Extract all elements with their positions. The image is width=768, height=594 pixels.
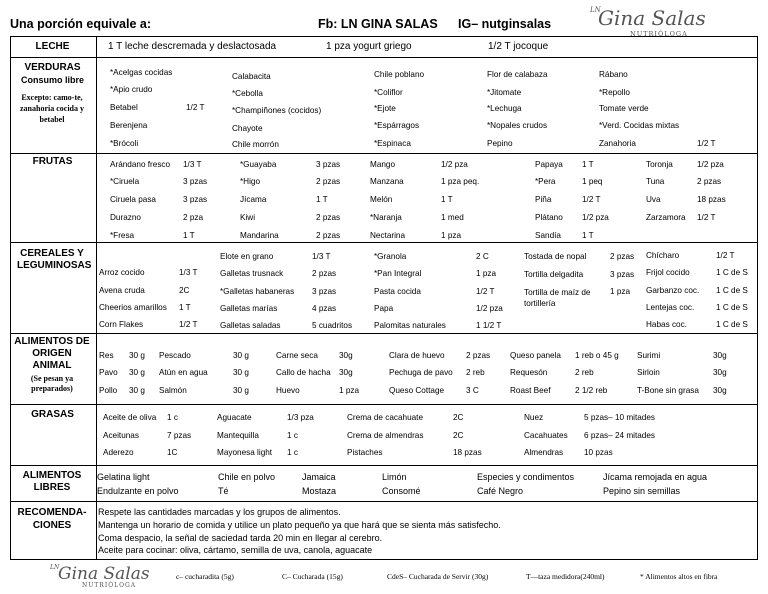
fruta-qty: 1 pza bbox=[441, 231, 462, 240]
verdura-item: Rábano bbox=[599, 70, 628, 79]
fruta-qty: 1/2 pza bbox=[441, 160, 468, 169]
fruta-name: *Fresa bbox=[110, 231, 135, 240]
verdura-item: *Verd. Cocidas mixtas bbox=[599, 121, 680, 130]
animal-name: Huevo bbox=[276, 386, 300, 395]
cereal-name: *Granola bbox=[374, 252, 407, 261]
row-divider bbox=[11, 333, 757, 334]
animal-name: Salmón bbox=[159, 386, 187, 395]
leche-item: 1/2 T jocoque bbox=[488, 41, 549, 52]
cereal-name: Galletas saladas bbox=[220, 321, 281, 330]
recommendation-line: Aceite para cocinar: oliva, cártamo, semilla de uva, canola, aguacate bbox=[98, 545, 373, 556]
cereal-qty: 1 pza bbox=[610, 287, 631, 296]
verdura-item: Zanahoria bbox=[599, 139, 636, 148]
category-cereales: CEREALES Y LEGUMINOSAS bbox=[17, 248, 92, 271]
verdura-item: *Repollo bbox=[599, 88, 630, 97]
facebook-handle: Fb: LN GINA SALAS bbox=[318, 17, 438, 31]
verdura-item: *Coliflor bbox=[374, 88, 403, 97]
libre-item: Endulzante en polvo bbox=[97, 486, 179, 496]
fruta-name: Kiwi bbox=[240, 213, 256, 222]
fruta-qty: 1 T bbox=[441, 195, 453, 204]
recommendation-line: Respete las cantidades marcadas y los grupos de alimentos. bbox=[98, 507, 341, 517]
fruta-name: Jícama bbox=[240, 195, 267, 204]
libre-item: Mostaza bbox=[302, 486, 337, 496]
animal-name: Pollo bbox=[99, 386, 118, 395]
cereal-qty: 3 pzas bbox=[312, 287, 337, 296]
cereal-name: Elote en grano bbox=[220, 252, 274, 261]
fruta-qty: 1 med bbox=[441, 213, 464, 222]
animal-name: Queso panela bbox=[510, 351, 561, 360]
fruta-qty: 1/3 T bbox=[183, 160, 202, 169]
cereal-name: Garbanzo coc. bbox=[646, 286, 700, 295]
row-divider bbox=[11, 501, 757, 502]
cereal-qty: 1/2 T bbox=[179, 320, 198, 329]
leche-item: 1 T leche descremada y deslactosada bbox=[108, 41, 277, 52]
grasa-name: Aderezo bbox=[103, 448, 134, 457]
animal-name: Pavo bbox=[99, 368, 118, 377]
grasa-name: Mayonesa light bbox=[217, 448, 273, 457]
animal-name: T-Bone sin grasa bbox=[637, 386, 699, 395]
cereal-qty: 1 C de S bbox=[716, 286, 748, 295]
animal-name: Res bbox=[99, 351, 114, 360]
animal-name: Pechuga de pavo bbox=[389, 368, 453, 377]
grasa-qty: 1/3 pza bbox=[287, 413, 314, 422]
cereal-qty: 1 C de S bbox=[716, 268, 748, 277]
instagram-handle: IG– nutginsalas bbox=[458, 17, 552, 31]
legend-item: * Alimentos altos en fibra bbox=[640, 572, 718, 581]
fruta-name: Sandía bbox=[535, 231, 561, 240]
category-verduras: VERDURAS Consumo libre Excepto: camo-te, zanahoria cocida y betabel bbox=[20, 62, 84, 124]
grasa-name: Aceite de oliva bbox=[103, 413, 157, 422]
libre-item: Limón bbox=[382, 472, 407, 482]
cereal-qty: 2 pzas bbox=[312, 269, 337, 278]
animal-name: Pescado bbox=[159, 351, 191, 360]
grasa-qty: 2C bbox=[453, 413, 464, 422]
grasa-name: Cacahuates bbox=[524, 431, 568, 440]
fruta-name: Plátano bbox=[535, 213, 563, 222]
category-grasas: GRASAS bbox=[31, 409, 74, 420]
fruta-name: *Higo bbox=[240, 177, 261, 186]
fruta-qty: 3 pzas bbox=[183, 177, 208, 186]
libre-item: Gelatina light bbox=[97, 472, 150, 482]
verdura-item: *Nopales crudos bbox=[487, 121, 548, 130]
fruta-name: *Pera bbox=[535, 177, 556, 186]
verdura-item: Tomate verde bbox=[599, 104, 649, 113]
animal-qty: 30 g bbox=[233, 368, 249, 377]
verdura-item: *Lechuga bbox=[487, 104, 522, 113]
fruta-name: *Naranja bbox=[370, 213, 402, 222]
animal-qty: 3 C bbox=[466, 386, 479, 395]
grasa-qty: 2C bbox=[453, 431, 464, 440]
grasa-qty: 7 pzas bbox=[167, 431, 192, 440]
libre-item: Consomé bbox=[382, 486, 421, 496]
fruta-name: Mandarina bbox=[240, 231, 279, 240]
verdura-item: *Espinaca bbox=[374, 139, 411, 148]
fruta-name: Melón bbox=[370, 195, 393, 204]
animal-name: Callo de hacha bbox=[276, 368, 331, 377]
cereal-qty: 1/2 pza bbox=[476, 304, 503, 313]
fruta-name: Papaya bbox=[535, 160, 563, 169]
fruta-qty: 1 peq bbox=[582, 177, 603, 186]
verdura-item: Calabacita bbox=[232, 72, 271, 81]
cereal-qty: 4 pzas bbox=[312, 304, 337, 313]
category-libres: ALIMENTOS LIBRES bbox=[22, 470, 82, 493]
grasa-qty: 6 pzas– 24 mitades bbox=[584, 431, 656, 440]
category-leche: LECHE bbox=[35, 41, 70, 52]
fruta-name: Tuna bbox=[646, 177, 665, 186]
cereal-name: Palomitas naturales bbox=[374, 321, 446, 330]
cereal-qty: 1 T bbox=[179, 303, 191, 312]
fruta-qty: 1/2 T bbox=[582, 195, 601, 204]
libre-item: Pepino sin semillas bbox=[603, 486, 681, 496]
cereal-qty: 1 pza bbox=[476, 269, 497, 278]
libre-item: Chile en polvo bbox=[218, 472, 276, 482]
fruta-name: Manzana bbox=[370, 177, 404, 186]
category-frutas: FRUTAS bbox=[32, 156, 73, 167]
fruta-name: Uva bbox=[646, 195, 661, 204]
category-recomendaciones: RECOMENDA-CIONES bbox=[17, 507, 87, 531]
cereal-qty: 2 C bbox=[476, 252, 489, 261]
grasa-name: Nuez bbox=[524, 413, 544, 422]
fruta-qty: 2 pzas bbox=[316, 231, 341, 240]
cereal-name: Galletas trusnack bbox=[220, 269, 284, 278]
cereal-name: Tortilla delgadita bbox=[524, 270, 584, 279]
fruta-qty: 3 pzas bbox=[183, 195, 208, 204]
legend-item: c– cucharadita (5g) bbox=[176, 572, 234, 581]
cereal-name: Habas coc. bbox=[646, 320, 687, 329]
cereal-name: Tortilla de maíz de tortillería bbox=[524, 288, 591, 308]
grasa-qty: 1 c bbox=[167, 413, 178, 422]
verdura-item: *Champiñones (cocidos) bbox=[232, 106, 322, 115]
leche-item: 1 pza yogurt griego bbox=[326, 41, 412, 52]
animal-qty: 30 g bbox=[129, 351, 145, 360]
fruta-name: Arándano fresco bbox=[110, 160, 171, 169]
fruta-qty: 1 pza peq. bbox=[441, 177, 480, 186]
category-animal: ALIMENTOS DE ORIGEN ANIMAL (Se pesan ya preparados) bbox=[14, 336, 90, 393]
cereal-name: Corn Flakes bbox=[99, 320, 144, 329]
animal-qty: 1 reb o 45 g bbox=[575, 351, 619, 360]
verdura-item: 1/2 T bbox=[186, 103, 205, 112]
animal-name: Surimi bbox=[637, 351, 661, 360]
verdura-item: *Cebolla bbox=[232, 89, 263, 98]
cereal-qty: 1/3 T bbox=[312, 252, 331, 261]
animal-qty: 30g bbox=[339, 368, 353, 377]
fruta-qty: 1/2 T bbox=[697, 213, 716, 222]
verdura-item: Pepino bbox=[487, 139, 513, 148]
cereal-name: Arroz cocido bbox=[99, 268, 145, 277]
cereal-qty: 5 cuadritos bbox=[312, 321, 353, 330]
fruta-qty: 1/2 pza bbox=[582, 213, 609, 222]
animal-qty: 30g bbox=[713, 368, 727, 377]
cereal-name: Galletas marías bbox=[220, 304, 278, 313]
animal-name: Roast Beef bbox=[510, 386, 551, 395]
row-divider bbox=[11, 57, 757, 58]
legend-item: CdeS– Cucharada de Servir (30g) bbox=[387, 572, 489, 581]
row-divider bbox=[11, 153, 757, 154]
animal-qty: 30 g bbox=[233, 351, 249, 360]
animal-name: Sirloin bbox=[637, 368, 660, 377]
verdura-item: Berenjena bbox=[110, 121, 148, 130]
cereal-name: Frijol cocido bbox=[646, 268, 690, 277]
fruta-qty: 1 T bbox=[183, 231, 195, 240]
verdura-item: *Ejote bbox=[374, 104, 396, 113]
animal-qty: 30 g bbox=[129, 386, 145, 395]
libre-item: Té bbox=[218, 486, 229, 496]
cereal-name: Pasta cocida bbox=[374, 287, 421, 296]
row-divider bbox=[11, 404, 757, 405]
animal-qty: 30g bbox=[339, 351, 353, 360]
animal-name: Atún en agua bbox=[159, 368, 208, 377]
libre-item: Jamaica bbox=[302, 472, 336, 482]
fruta-qty: 2 pzas bbox=[316, 213, 341, 222]
grasa-qty: 1 c bbox=[287, 448, 298, 457]
row-divider bbox=[11, 465, 757, 466]
grasa-qty: 1 c bbox=[287, 431, 298, 440]
legend-item: C– Cucharada (15g) bbox=[282, 572, 343, 581]
legend-item: T—taza medidora(240ml) bbox=[526, 572, 605, 581]
cereal-name: *Pan Integral bbox=[374, 269, 422, 278]
verdura-item: Betabel bbox=[110, 103, 138, 112]
cereal-qty: 2C bbox=[179, 286, 190, 295]
animal-qty: 30g bbox=[713, 351, 727, 360]
verdura-item: *Brócoli bbox=[110, 139, 139, 148]
grasa-name: Aceitunas bbox=[103, 431, 139, 440]
fruta-name: Nectarina bbox=[370, 231, 406, 240]
animal-name: Queso Cottage bbox=[389, 386, 445, 395]
fruta-qty: 18 pzas bbox=[697, 195, 726, 204]
animal-name: Carne seca bbox=[276, 351, 318, 360]
fruta-qty: 2 pzas bbox=[316, 177, 341, 186]
grasa-qty: 5 pzas– 10 mitades bbox=[584, 413, 656, 422]
libre-item: Café Negro bbox=[477, 486, 524, 496]
verdura-item: Chile morrón bbox=[232, 140, 279, 149]
fruta-qty: 3 pzas bbox=[316, 160, 341, 169]
fruta-name: Piña bbox=[535, 195, 552, 204]
libre-item: Especies y condimentos bbox=[477, 472, 575, 482]
grasa-qty: 10 pzas bbox=[584, 448, 613, 457]
verdura-item: *Espárragos bbox=[374, 121, 420, 130]
recommendations-text bbox=[98, 506, 501, 557]
animal-name: Clara de huevo bbox=[389, 351, 445, 360]
cereal-qty: 1 C de S bbox=[716, 320, 748, 329]
verdura-item: *Jitomate bbox=[487, 88, 522, 97]
fruta-name: *Ciruela bbox=[110, 177, 140, 186]
cereal-name: Lentejas coc. bbox=[646, 303, 695, 312]
cereal-name: *Galletas habaneras bbox=[220, 287, 295, 296]
fruta-qty: 1/2 pza bbox=[697, 160, 724, 169]
fruta-name: Zarzamora bbox=[646, 213, 686, 222]
grasa-name: Crema de almendras bbox=[347, 431, 424, 440]
recommendation-line: Mantenga un horario de comida y utilice un plato pequeño ya que hará que se sienta más satisfecho. bbox=[98, 519, 501, 530]
fruta-qty: 2 pzas bbox=[697, 177, 722, 186]
cereal-qty: 1/2 T bbox=[476, 287, 495, 296]
animal-qty: 2 1/2 reb bbox=[575, 386, 608, 395]
row-divider bbox=[11, 242, 757, 243]
grasa-name: Aguacate bbox=[217, 413, 252, 422]
fruta-name: *Guayaba bbox=[240, 160, 277, 169]
verdura-item: Chile poblano bbox=[374, 70, 425, 79]
cereal-name: Papa bbox=[374, 304, 394, 313]
grasa-name: Pistaches bbox=[347, 448, 383, 457]
grasa-qty: 1C bbox=[167, 448, 178, 457]
fruta-name: Ciruela pasa bbox=[110, 195, 156, 204]
animal-qty: 30g bbox=[713, 386, 727, 395]
fruta-qty: 2 pza bbox=[183, 213, 204, 222]
verdura-qty: 1/2 T bbox=[697, 139, 716, 148]
grasa-qty: 18 pzas bbox=[453, 448, 482, 457]
fruta-qty: 1 T bbox=[582, 231, 594, 240]
cereal-qty: 1 C de S bbox=[716, 303, 748, 312]
cereal-qty: 3 pzas bbox=[610, 270, 635, 279]
animal-qty: 2 reb bbox=[466, 368, 485, 377]
fruta-name: Toronja bbox=[646, 160, 673, 169]
cereal-qty: 1 1/2 T bbox=[476, 321, 502, 330]
fruta-name: Mango bbox=[370, 160, 396, 169]
verdura-item: Flor de calabaza bbox=[487, 70, 548, 79]
animal-qty: 30 g bbox=[233, 386, 249, 395]
cereal-name: Avena cruda bbox=[99, 286, 145, 295]
fruta-qty: 1 T bbox=[316, 195, 328, 204]
recommendation-line: Coma despacio, la señal de saciedad tarda 20 min en llegar al cerebro. bbox=[98, 532, 383, 543]
cereal-qty: 1/2 T bbox=[716, 251, 735, 260]
fruta-name: Durazno bbox=[110, 213, 141, 222]
cereal-name: Tostada de nopal bbox=[524, 252, 587, 261]
verdura-item: Chayote bbox=[232, 124, 263, 133]
cereal-name: Chícharo bbox=[646, 251, 680, 260]
cereal-name: Cheerios amarillos bbox=[99, 303, 167, 312]
grasa-name: Crema de cacahuate bbox=[347, 413, 424, 422]
grasa-name: Mantequilla bbox=[217, 431, 259, 440]
page-title: Una porción equivale a: bbox=[10, 17, 152, 31]
verdura-item: *Acelgas cocidas bbox=[110, 68, 173, 77]
libre-item: Jícama remojada en agua bbox=[603, 472, 708, 482]
animal-qty: 1 pza bbox=[339, 386, 360, 395]
animal-qty: 2 reb bbox=[575, 368, 594, 377]
animal-qty: 2 pzas bbox=[466, 351, 491, 360]
animal-qty: 30 g bbox=[129, 368, 145, 377]
fruta-qty: 1 T bbox=[582, 160, 594, 169]
animal-name: Requesón bbox=[510, 368, 548, 377]
cereal-qty: 1/3 T bbox=[179, 268, 198, 277]
grasa-name: Almendras bbox=[524, 448, 564, 457]
verdura-item: *Apio crudo bbox=[110, 85, 153, 94]
cereal-qty: 2 pzas bbox=[610, 252, 635, 261]
